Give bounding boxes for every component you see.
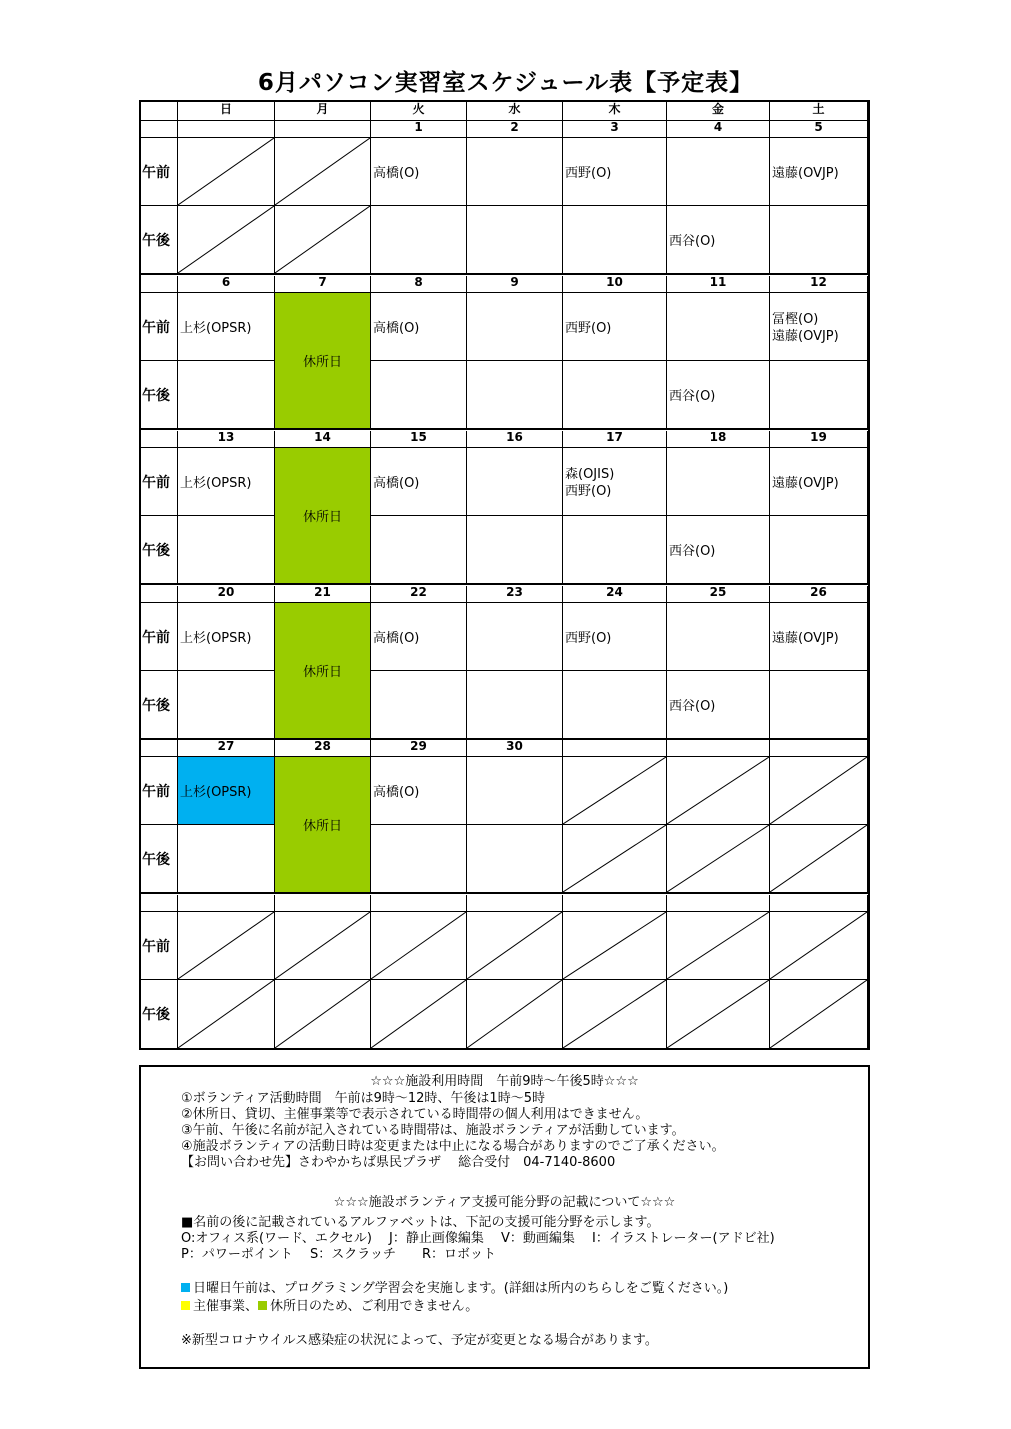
date-number: 7 <box>275 276 371 293</box>
legend-yellow-text: 主催事業、 <box>193 1299 259 1314</box>
pm-slot <box>770 516 868 585</box>
page-title: 6月パソコン実習室スケジュール表【予定表】 <box>257 70 754 96</box>
am-label: 午前 <box>141 138 178 206</box>
diagonal-line-icon <box>467 912 562 979</box>
am-label: 午前 <box>141 293 178 361</box>
pm-slot <box>770 361 868 430</box>
pm-slot <box>178 516 275 585</box>
pm-slot <box>275 206 371 275</box>
date-number: 28 <box>275 740 371 757</box>
legend-blue-line <box>181 1281 728 1297</box>
am-slot: 上杉(OPSR) <box>178 293 275 361</box>
am-slot: 西野(O) <box>563 138 667 206</box>
pm-slot <box>770 825 868 894</box>
pm-slot <box>371 671 467 740</box>
pm-slot <box>467 825 563 894</box>
pm-slot <box>371 980 467 1049</box>
diagonal-line-icon <box>770 825 867 892</box>
pm-label: 午後 <box>141 671 178 740</box>
date-number: 15 <box>371 431 467 448</box>
contact-info: 【お問い合わせ先】さわやかちば県民プラザ 総合受付 04-7140-8600 <box>181 1155 616 1170</box>
pm-slot <box>563 980 667 1049</box>
closed-day-cell: 休所日 <box>275 448 371 585</box>
pm-slot <box>667 980 770 1049</box>
date-number: 1 <box>371 121 467 138</box>
date-number: 9 <box>467 276 563 293</box>
pm-label: 午後 <box>141 825 178 894</box>
am-slot: 高橋(O) <box>371 448 467 516</box>
am-slot <box>467 603 563 671</box>
diagonal-line-icon <box>563 980 666 1048</box>
pm-slot <box>563 516 667 585</box>
pm-label: 午後 <box>141 361 178 430</box>
date-number: 21 <box>275 586 371 603</box>
date-number <box>770 740 868 757</box>
date-number <box>563 740 667 757</box>
pm-slot <box>178 671 275 740</box>
date-number <box>667 895 770 912</box>
am-slot: 遠藤(OVJP) <box>770 603 868 671</box>
date-number: 17 <box>563 431 667 448</box>
date-number: 26 <box>770 586 868 603</box>
diagonal-line-icon <box>178 980 274 1048</box>
date-row-label <box>141 586 178 603</box>
date-number <box>467 895 563 912</box>
schedule-calendar <box>139 100 870 1050</box>
pm-slot: 西谷(O) <box>667 516 770 585</box>
diagonal-line-icon <box>178 138 274 205</box>
pm-label: 午後 <box>141 516 178 585</box>
am-slot <box>178 912 275 980</box>
diagonal-line-icon <box>667 757 769 824</box>
diagonal-line-icon <box>667 912 769 979</box>
am-slot: 高橋(O) <box>371 603 467 671</box>
date-number <box>275 121 371 138</box>
pm-slot: 西谷(O) <box>667 671 770 740</box>
date-number: 10 <box>563 276 667 293</box>
pm-slot <box>563 361 667 430</box>
am-slot: 遠藤(OVJP) <box>770 138 868 206</box>
date-number <box>667 740 770 757</box>
date-number: 30 <box>467 740 563 757</box>
am-slot: 高橋(O) <box>371 293 467 361</box>
am-slot: 森(OJIS) 西野(O) <box>563 448 667 516</box>
am-label: 午前 <box>141 603 178 671</box>
pm-slot <box>563 206 667 275</box>
am-slot <box>275 912 371 980</box>
pm-slot <box>667 825 770 894</box>
date-number: 4 <box>667 121 770 138</box>
am-label: 午前 <box>141 757 178 825</box>
pm-slot <box>371 206 467 275</box>
date-number <box>371 895 467 912</box>
am-slot <box>467 293 563 361</box>
am-slot <box>563 757 667 825</box>
date-row-label <box>141 895 178 912</box>
weekday-header: 金 <box>667 102 770 121</box>
pm-label: 午後 <box>141 980 178 1049</box>
diagonal-line-icon <box>467 980 562 1048</box>
blue-swatch-icon <box>181 1283 190 1292</box>
diagonal-line-icon <box>178 912 274 979</box>
am-slot <box>275 138 371 206</box>
diagonal-line-icon <box>770 757 867 824</box>
am-slot <box>467 448 563 516</box>
notes-box <box>139 1065 870 1369</box>
am-slot <box>563 912 667 980</box>
date-number <box>770 895 868 912</box>
support-fields-2: P：パワーポイント S：スクラッチ R：ロボット <box>181 1247 496 1262</box>
pm-slot <box>275 980 371 1049</box>
am-slot <box>371 912 467 980</box>
date-number: 29 <box>371 740 467 757</box>
am-slot <box>667 138 770 206</box>
date-number <box>275 895 371 912</box>
rule-1: ①ボランティア活動時間 午前は9時～12時、午後は1時～5時 <box>181 1091 545 1106</box>
diagonal-line-icon <box>371 980 466 1048</box>
date-number <box>178 121 275 138</box>
diagonal-line-icon <box>275 206 370 273</box>
pm-slot <box>371 825 467 894</box>
yellow-swatch-icon <box>181 1301 190 1310</box>
pm-slot: 西谷(O) <box>667 206 770 275</box>
am-slot <box>467 912 563 980</box>
pm-slot <box>770 980 868 1049</box>
pm-slot <box>770 671 868 740</box>
rule-4: ④施設ボランティアの活動日時は変更または中止になる場合がありますのでご了承ください。 <box>181 1139 725 1154</box>
am-slot: 高橋(O) <box>371 757 467 825</box>
support-intro: ■名前の後に記載されているアルファベットは、下記の支援可能分野を示します。 <box>181 1215 660 1230</box>
diagonal-line-icon <box>371 912 466 979</box>
am-slot <box>770 757 868 825</box>
diagonal-line-icon <box>178 206 274 273</box>
weekday-header: 月 <box>275 102 371 121</box>
legend-blue-text: 日曜日午前は、プログラミング学習会を実施します。(詳細は所内のちらしをご覧ください。) <box>193 1281 729 1296</box>
rule-2: ②休所日、貸切、主催事業等で表示されている時間帯の個人利用はできません。 <box>181 1107 649 1122</box>
am-slot <box>467 757 563 825</box>
date-number: 12 <box>770 276 868 293</box>
pm-slot <box>371 516 467 585</box>
diagonal-line-icon <box>275 912 370 979</box>
am-label: 午前 <box>141 448 178 516</box>
pm-label: 午後 <box>141 206 178 275</box>
am-slot: 西野(O) <box>563 603 667 671</box>
am-slot: 上杉(OPSR) <box>178 448 275 516</box>
pm-slot <box>178 361 275 430</box>
date-number: 23 <box>467 586 563 603</box>
date-number: 16 <box>467 431 563 448</box>
date-number: 3 <box>563 121 667 138</box>
covid-notice: ※新型コロナウイルス感染症の状況によって、予定が変更となる場合があります。 <box>181 1333 658 1348</box>
pm-slot <box>770 206 868 275</box>
weekday-header: 土 <box>770 102 868 121</box>
date-number: 13 <box>178 431 275 448</box>
weekday-header: 火 <box>371 102 467 121</box>
date-row-label <box>141 121 178 138</box>
pm-slot <box>563 671 667 740</box>
date-number: 11 <box>667 276 770 293</box>
pm-slot <box>467 361 563 430</box>
pm-slot <box>467 671 563 740</box>
date-number: 14 <box>275 431 371 448</box>
closed-day-cell: 休所日 <box>275 757 371 894</box>
diagonal-line-icon <box>770 980 867 1048</box>
am-slot <box>667 757 770 825</box>
closed-day-cell: 休所日 <box>275 603 371 740</box>
closed-day-cell: 休所日 <box>275 293 371 430</box>
am-slot: 高橋(O) <box>371 138 467 206</box>
am-slot: 西野(O) <box>563 293 667 361</box>
pm-slot <box>467 980 563 1049</box>
date-number: 19 <box>770 431 868 448</box>
date-number: 2 <box>467 121 563 138</box>
pm-slot <box>371 361 467 430</box>
am-slot <box>667 293 770 361</box>
date-number <box>178 895 275 912</box>
diagonal-line-icon <box>563 912 666 979</box>
weekday-header: 日 <box>178 102 275 121</box>
date-number: 25 <box>667 586 770 603</box>
weekday-header: 水 <box>467 102 563 121</box>
date-number: 22 <box>371 586 467 603</box>
am-slot <box>178 138 275 206</box>
am-slot: 遠藤(OVJP) <box>770 448 868 516</box>
diagonal-line-icon <box>275 138 370 205</box>
legend-yellow-green-line <box>181 1299 478 1315</box>
weekday-header: 木 <box>563 102 667 121</box>
pm-slot <box>563 825 667 894</box>
am-slot <box>667 448 770 516</box>
pm-slot: 西谷(O) <box>667 361 770 430</box>
diagonal-line-icon <box>667 980 769 1048</box>
diagonal-line-icon <box>667 825 769 892</box>
date-number: 5 <box>770 121 868 138</box>
programming-session-cell: 上杉(OPSR) <box>178 757 275 825</box>
pm-slot <box>467 516 563 585</box>
date-number: 20 <box>178 586 275 603</box>
diagonal-line-icon <box>563 825 666 892</box>
am-slot <box>467 138 563 206</box>
pm-slot <box>467 206 563 275</box>
date-row-label <box>141 740 178 757</box>
diagonal-line-icon <box>563 757 666 824</box>
am-slot <box>770 912 868 980</box>
date-number: 27 <box>178 740 275 757</box>
am-slot <box>667 912 770 980</box>
am-slot <box>667 603 770 671</box>
pm-slot <box>178 206 275 275</box>
date-number: 24 <box>563 586 667 603</box>
pm-slot <box>178 825 275 894</box>
weekday-header-blank <box>141 102 178 121</box>
date-number: 18 <box>667 431 770 448</box>
diagonal-line-icon <box>770 912 867 979</box>
rule-3: ③午前、午後に名前が記入されている時間帯は、施設ボランティアが活動しています。 <box>181 1123 685 1138</box>
date-row-label <box>141 431 178 448</box>
legend-green-text: 休所日のため、ご利用できません。 <box>270 1299 479 1314</box>
support-fields-1: O:オフィス系(ワード、エクセル) J：静止画像編集 V：動画編集 I：イラストレーター(アドビ社) <box>181 1231 775 1246</box>
am-label: 午前 <box>141 912 178 980</box>
am-slot: 冨樫(O) 遠藤(OVJP) <box>770 293 868 361</box>
diagonal-line-icon <box>275 980 370 1048</box>
am-slot: 上杉(OPSR) <box>178 603 275 671</box>
support-heading: ☆☆☆施設ボランティア支援可能分野の記載について☆☆☆ <box>333 1195 676 1210</box>
green-swatch-icon <box>258 1301 267 1310</box>
date-number <box>563 895 667 912</box>
date-number: 8 <box>371 276 467 293</box>
date-row-label <box>141 276 178 293</box>
pm-slot <box>178 980 275 1049</box>
date-number: 6 <box>178 276 275 293</box>
hours-heading: ☆☆☆施設利用時間 午前9時～午後5時☆☆☆ <box>370 1074 639 1089</box>
